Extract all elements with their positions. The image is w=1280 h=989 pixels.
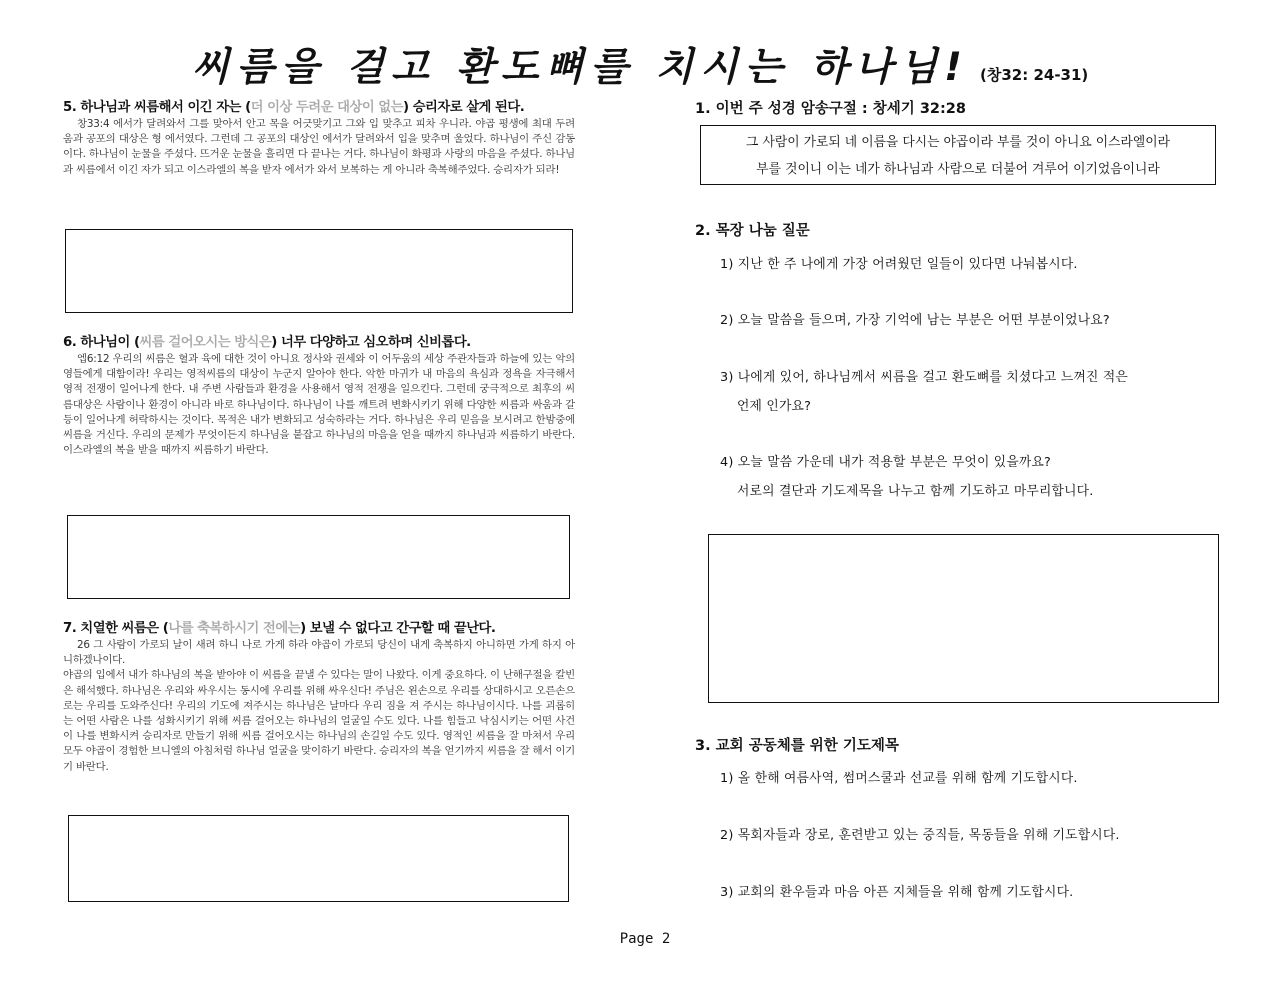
discussion-heading: 2. 목장 나눔 질문 — [695, 223, 810, 239]
question-2: 2) 오늘 말씀을 들으며, 가장 기억에 남는 부분은 어떤 부분이었나요? — [720, 313, 1110, 328]
section-5-heading — [63, 96, 575, 115]
heading-blank-answer: 씨름 걸어오시는 방식은 — [139, 335, 272, 350]
heading-blank-answer: 나를 축복하시기 전에는 — [168, 621, 301, 636]
memory-verse-heading: 1. 이번 주 성경 암송구절 : 창세기 32:28 — [695, 101, 966, 117]
section-6 — [63, 331, 575, 458]
page-title — [0, 36, 1280, 92]
question-3: 3) 나에게 있어, 하나님께서 씨름을 걸고 환도뼈를 치셨다고 느껴진 적은 — [720, 370, 1128, 385]
section-6-body: 엡6:12 우리의 씨름은 혈과 육에 대한 것이 아니요 정사와 권세와 이 어두움의 세상 주관자들과 하늘에 있는 악의 영들에게 대함이라! 우리는 영적씨름의 대상이 누군지 알아야 한다. 악한 마귀가 내 마음의 욕심과 정욕을 자극해서 영적 전쟁이 일어나게 한다. 내 주변 사람들과 환경을 사용해서 영적 전쟁을 일으킨다. 그런데 궁극적으로 최후의 씨름대상은 사람이나 환경이 아니라 바로 하나님이다. 하나님이 나를 깨트려 변화시키기 위해 다양한 씨름과 싸움과 갈등이 일어나게 허락하시는 것이다. 목적은 내가 변화되고 성숙하라는 거다. 하나님은 우리 믿음을 보시려고 한밤중에 씨름을 거신다. 우리의 문제가 무엇이든지 하나님을 붙잡고 하나님의 마음을 얻을 때까지 하나님과 씨름하기 바란다. 이스라엘의 복을 받을 때까지 씨름하기 바란다. — [63, 353, 575, 457]
section-7 — [63, 617, 575, 775]
section-6-heading — [63, 331, 575, 350]
memory-verse-line-1: 그 사람이 가로되 네 이름을 다시는 야곱이라 부를 것이 아니요 이스라엘이라 — [746, 135, 1170, 150]
title-text: 씨름을 걸고 환도뼈를 치시는 하나님! — [191, 45, 969, 90]
heading-blank-answer: 더 이상 두려운 대상이 없는 — [250, 100, 403, 115]
prayer-item-1: 1) 올 한해 여름사역, 썸머스쿨과 선교를 위해 함께 기도합시다. — [720, 771, 1078, 786]
memory-verse-box — [700, 125, 1216, 185]
heading-text: 5. 하나님과 씨름해서 이긴 자는 ( — [63, 100, 251, 115]
heading-text: 6. 하나님이 ( — [63, 335, 140, 350]
section-7-verse: 26 그 사람이 가로되 날이 새려 하니 나로 가게 하라 야곱이 가로되 당신이 내게 축복하지 아니하면 가게 하지 아니하겠나이다. — [63, 639, 575, 667]
heading-text: ) 보낼 수 없다고 간구할 때 끝난다. — [300, 621, 496, 636]
question-4: 4) 오늘 말씀 가운데 내가 적용할 부분은 무엇이 있을까요? — [720, 455, 1052, 470]
answer-box-5[interactable] — [65, 229, 573, 313]
answer-box-6[interactable] — [67, 515, 570, 599]
prayer-heading: 3. 교회 공동체를 위한 기도제목 — [695, 738, 899, 754]
answer-box-7[interactable] — [68, 815, 569, 902]
heading-text: 7. 치열한 씨름은 ( — [63, 621, 169, 636]
question-3-continued: 언제 인가요? — [737, 399, 812, 414]
section-7-heading — [63, 617, 575, 636]
section-5 — [63, 96, 575, 178]
heading-text: ) 너무 다양하고 심오하며 신비롭다. — [271, 335, 471, 350]
heading-text: ) 승리자로 살게 된다. — [402, 100, 525, 115]
prayer-item-3: 3) 교회의 환우들과 마음 아픈 지체들을 위해 함께 기도합시다. — [720, 885, 1074, 900]
title-reference: (창32: 24-31) — [980, 66, 1089, 84]
section-7-body: 야곱의 입에서 내가 하나님의 복을 받아야 이 씨름을 끝낼 수 있다는 말이 나왔다. 이게 중요하다. 이 난해구절을 칼빈은 해석했다. 하나님은 우리와 싸우시는 동시에 우리를 위해 싸우신다! 주님은 왼손으로 우리를 상대하시고 오른손으로는 우리를 도와주신다! 우리의 기도에 져주시는 하나님은 날마다 우리 짐을 져 주시는 하나님이시다. 나를 괴롭히는 어떤 사람은 나를 성화시키기 위해 씨름 걸어오는 하나님의 얼굴일 수도 있다. 나를 힘들고 낙심시키는 어떤 사건이 나를 변화시켜 승리자로 만들기 위해 씨름 걸어오시는 하나님의 손길일 수도 있다. 영적인 씨름을 잘 마쳐서 우리 모두 야곱이 경험한 브니엘의 아침처럼 하나님 얼굴을 맞이하기 바란다. 승리자의 복을 얻기까지 씨름을 잘 해서 이기기 바란다. — [63, 669, 575, 773]
memory-verse-line-2: 부를 것이니 이는 네가 하나님과 사람으로 더불어 겨루어 이기었음이니라 — [756, 162, 1160, 177]
section-5-body: 창33:4 에서가 달려와서 그를 맞아서 안고 목을 어긋맞기고 그와 입 맞추고 피차 우니라. 야곱 평생에 최대 두려움과 공포의 대상은 형 에서였다. 그런데 그 공포의 대상인 에서가 달려와서 입을 맞추며 울었다. 하나님이 주신 감동이다. 하나님이 눈물을 주셨다. 뜨거운 눈물을 흘리면 다 끝나는 거다. 하나님이 화평과 사랑의 마음을 주셨다. 하나님과 씨름에서 이긴 자가 되고 이스라엘의 복을 받자 에서가 와서 보복하는 게 아니라 축복해주었다. 승리자가 되라! — [63, 118, 575, 176]
page-number: Page 2 — [619, 931, 671, 947]
closing-instruction: 서로의 결단과 기도제목을 나누고 함께 기도하고 마무리합니다. — [737, 484, 1094, 499]
answer-box-discussion[interactable] — [708, 534, 1219, 703]
prayer-item-2: 2) 목회자들과 장로, 훈련받고 있는 중직들, 목동들을 위해 기도합시다. — [720, 828, 1120, 843]
question-1: 1) 지난 한 주 나에게 가장 어려웠던 일들이 있다면 나눠봅시다. — [720, 257, 1078, 272]
